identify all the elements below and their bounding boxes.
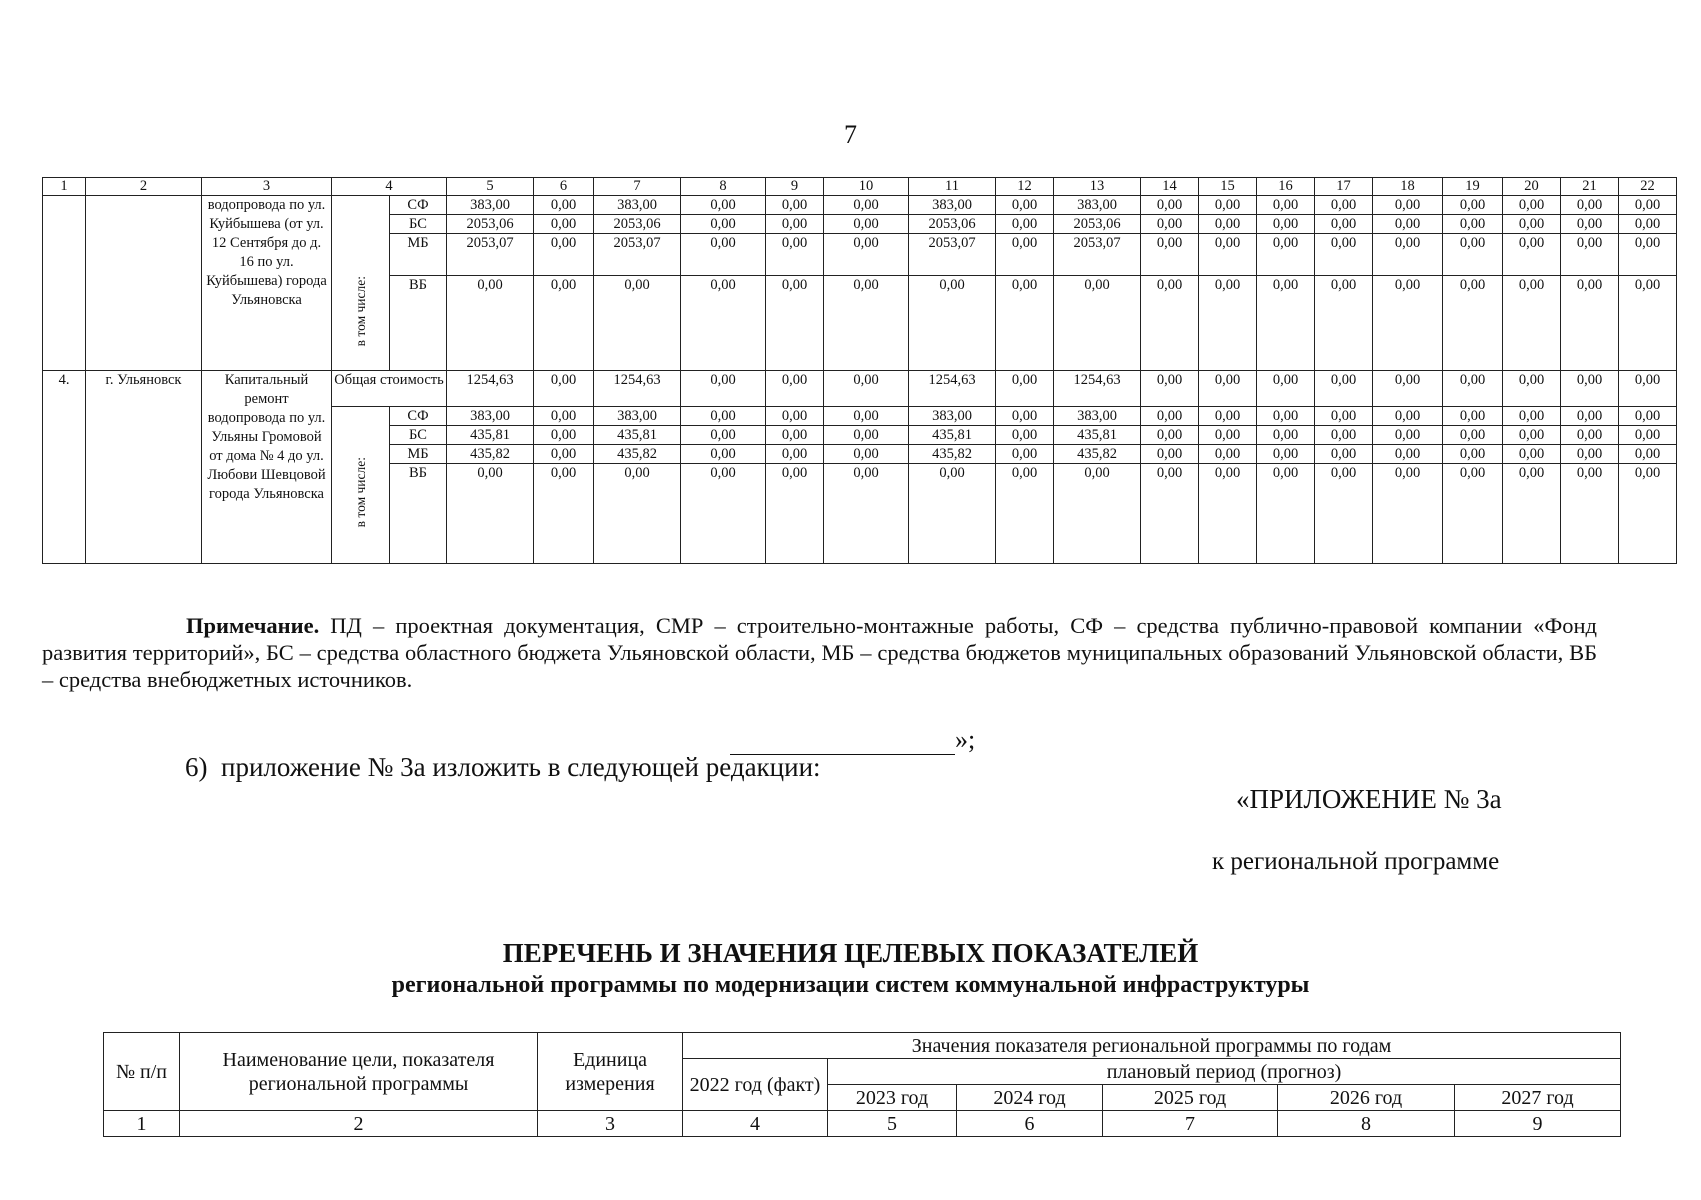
value-cell: 0,00 (766, 215, 824, 234)
value-cell: 0,00 (1619, 407, 1677, 426)
value-cell: 383,00 (594, 407, 681, 426)
value-cell: 0,00 (1199, 215, 1257, 234)
value-cell: 2053,06 (909, 215, 996, 234)
heading-sub: региональной программы по модернизации систем коммунальной инфраструктуры (391, 972, 1310, 998)
heading-main: ПЕРЕЧЕНЬ И ЗНАЧЕНИЯ ЦЕЛЕВЫХ ПОКАЗАТЕЛЕЙ (502, 938, 1199, 968)
value-cell: 0,00 (1619, 234, 1677, 276)
value-cell: 0,00 (594, 276, 681, 371)
closing-mark: »; (955, 725, 976, 754)
source-cell: СФ (390, 196, 447, 215)
value-cell: 0,00 (1373, 196, 1443, 215)
value-cell: 0,00 (824, 196, 909, 215)
value-cell: 2053,07 (447, 234, 534, 276)
value-cell: 0,00 (1257, 426, 1315, 445)
object-name-cell: водопровода по ул. Куйбышева (от ул. 12 Сентября до д. 16 по ул. Куйбышева) города Ульяновска (202, 196, 332, 371)
value-cell: 0,00 (534, 426, 594, 445)
value-cell: 0,00 (824, 371, 909, 407)
value-cell: 2053,06 (447, 215, 534, 234)
value-cell: 1254,63 (447, 371, 534, 407)
budget-header-cell: 7 (594, 178, 681, 196)
value-cell: 0,00 (1503, 371, 1561, 407)
value-cell: 0,00 (534, 196, 594, 215)
value-cell: 435,81 (594, 426, 681, 445)
value-cell: 435,81 (909, 426, 996, 445)
budget-header-cell: 22 (1619, 178, 1677, 196)
appendix-title: «ПРИЛОЖЕНИЕ № 3а (1236, 784, 1502, 814)
value-cell: 0,00 (1257, 215, 1315, 234)
value-cell: 0,00 (1619, 464, 1677, 564)
value-cell: 0,00 (766, 407, 824, 426)
municipality-cell: г. Ульяновск (86, 371, 202, 564)
value-cell: 435,81 (447, 426, 534, 445)
value-cell: 0,00 (1561, 407, 1619, 426)
value-cell: 435,82 (909, 445, 996, 464)
value-cell: 0,00 (1561, 276, 1619, 371)
column-number: 1 (104, 1111, 180, 1137)
value-cell: 0,00 (1561, 445, 1619, 464)
value-cell: 0,00 (1503, 276, 1561, 371)
value-cell: 0,00 (824, 234, 909, 276)
value-cell: 0,00 (1315, 426, 1373, 445)
value-cell: 0,00 (681, 196, 766, 215)
value-cell: 0,00 (766, 234, 824, 276)
value-cell: 0,00 (1443, 215, 1503, 234)
value-cell: 435,82 (594, 445, 681, 464)
value-cell: 0,00 (1257, 445, 1315, 464)
in-total-cell (332, 196, 390, 371)
page-number: 7 (844, 120, 857, 149)
budget-header-cell: 21 (1561, 178, 1619, 196)
value-cell: 0,00 (1141, 445, 1199, 464)
budget-header-cell: 12 (996, 178, 1054, 196)
value-cell: 0,00 (1257, 276, 1315, 371)
column-number: 6 (957, 1111, 1103, 1137)
value-cell: 0,00 (1315, 407, 1373, 426)
in-total-cell (332, 407, 390, 564)
budget-table (42, 177, 1677, 564)
value-cell: 0,00 (1443, 371, 1503, 407)
value-cell: 0,00 (1141, 196, 1199, 215)
value-cell: 0,00 (1199, 407, 1257, 426)
column-number: 8 (1278, 1111, 1455, 1137)
value-cell: 0,00 (1199, 426, 1257, 445)
value-cell: 0,00 (824, 426, 909, 445)
header-year: 2025 год (1103, 1085, 1278, 1111)
budget-header-cell: 4 (332, 178, 447, 196)
source-cell: МБ (390, 234, 447, 276)
value-cell: 0,00 (1373, 215, 1443, 234)
value-cell: 0,00 (824, 464, 909, 564)
value-cell: 0,00 (766, 426, 824, 445)
budget-header-row (43, 178, 1677, 196)
header-fact-year: 2022 год (факт) (683, 1059, 828, 1111)
budget-header-cell: 8 (681, 178, 766, 196)
value-cell: 0,00 (1443, 276, 1503, 371)
numbering-row (104, 1111, 1621, 1137)
column-number: 9 (1455, 1111, 1621, 1137)
header-values: Значения показателя региональной программы по годам (683, 1033, 1621, 1059)
value-cell: 0,00 (766, 276, 824, 371)
value-cell: 0,00 (1503, 464, 1561, 564)
value-cell: 0,00 (1199, 234, 1257, 276)
column-number: 5 (828, 1111, 957, 1137)
value-cell: 0,00 (996, 196, 1054, 215)
value-cell: 0,00 (1619, 215, 1677, 234)
budget-header-cell: 16 (1257, 178, 1315, 196)
value-cell: 2053,07 (594, 234, 681, 276)
value-cell: 0,00 (1373, 371, 1443, 407)
value-cell: 0,00 (1054, 464, 1141, 564)
value-cell: 435,82 (447, 445, 534, 464)
value-cell: 0,00 (1619, 445, 1677, 464)
value-cell: 2053,06 (594, 215, 681, 234)
value-cell: 0,00 (1315, 276, 1373, 371)
value-cell: 2053,06 (1054, 215, 1141, 234)
value-cell: 0,00 (447, 464, 534, 564)
note-paragraph (42, 612, 1597, 693)
value-cell: 0,00 (1141, 215, 1199, 234)
value-cell: 0,00 (1199, 464, 1257, 564)
column-number: 3 (538, 1111, 683, 1137)
value-cell: 0,00 (1199, 371, 1257, 407)
budget-header-cell: 5 (447, 178, 534, 196)
table-row (43, 196, 1677, 215)
header-unit: Единица измерения (538, 1033, 683, 1111)
budget-header-cell: 15 (1199, 178, 1257, 196)
value-cell: 0,00 (534, 445, 594, 464)
value-cell: 0,00 (1315, 445, 1373, 464)
value-cell: 0,00 (824, 276, 909, 371)
value-cell: 0,00 (1199, 445, 1257, 464)
budget-header-cell: 3 (202, 178, 332, 196)
value-cell: 0,00 (534, 234, 594, 276)
value-cell: 0,00 (1054, 276, 1141, 371)
row-number-cell: 4. (43, 371, 86, 564)
table-row (43, 371, 1677, 407)
budget-header-cell: 9 (766, 178, 824, 196)
value-cell: 0,00 (1373, 407, 1443, 426)
value-cell: 383,00 (1054, 196, 1141, 215)
value-cell: 0,00 (1257, 196, 1315, 215)
source-cell: БС (390, 426, 447, 445)
value-cell: 0,00 (824, 445, 909, 464)
value-cell: 0,00 (1443, 196, 1503, 215)
value-cell: 435,81 (1054, 426, 1141, 445)
budget-header-cell: 1 (43, 178, 86, 196)
value-cell: 383,00 (1054, 407, 1141, 426)
value-cell: 0,00 (1315, 215, 1373, 234)
value-cell: 0,00 (1561, 234, 1619, 276)
value-cell: 0,00 (1503, 426, 1561, 445)
column-number: 2 (180, 1111, 538, 1137)
budget-header-cell: 10 (824, 178, 909, 196)
value-cell: 0,00 (1561, 426, 1619, 445)
value-cell: 0,00 (1199, 276, 1257, 371)
value-cell: 0,00 (1443, 464, 1503, 564)
value-cell: 0,00 (534, 215, 594, 234)
value-cell: 0,00 (1257, 407, 1315, 426)
value-cell: 383,00 (447, 407, 534, 426)
value-cell: 0,00 (1373, 426, 1443, 445)
budget-header-cell: 11 (909, 178, 996, 196)
value-cell: 0,00 (996, 407, 1054, 426)
value-cell: 0,00 (1443, 445, 1503, 464)
value-cell: 383,00 (447, 196, 534, 215)
budget-header-cell: 18 (1373, 178, 1443, 196)
budget-header-cell: 17 (1315, 178, 1373, 196)
appendix-subtitle: к региональной программе (1212, 848, 1500, 875)
value-cell: 383,00 (594, 196, 681, 215)
value-cell: 0,00 (1443, 407, 1503, 426)
source-cell: БС (390, 215, 447, 234)
source-cell: ВБ (390, 464, 447, 564)
value-cell: 0,00 (1561, 371, 1619, 407)
value-cell: 0,00 (1315, 464, 1373, 564)
value-cell: 0,00 (1373, 464, 1443, 564)
value-cell: 0,00 (534, 407, 594, 426)
budget-header-cell: 6 (534, 178, 594, 196)
value-cell: 0,00 (1141, 234, 1199, 276)
budget-header-cell: 2 (86, 178, 202, 196)
value-cell: 0,00 (996, 445, 1054, 464)
value-cell: 2053,07 (909, 234, 996, 276)
header-year: 2023 год (828, 1085, 957, 1111)
value-cell: 0,00 (1141, 426, 1199, 445)
value-cell: 0,00 (1373, 234, 1443, 276)
value-cell: 0,00 (1315, 196, 1373, 215)
value-cell: 0,00 (681, 371, 766, 407)
value-cell: 0,00 (1315, 371, 1373, 407)
value-cell: 0,00 (909, 464, 996, 564)
value-cell: 0,00 (1561, 215, 1619, 234)
value-cell: 0,00 (996, 464, 1054, 564)
header-year: 2027 год (1455, 1085, 1621, 1111)
value-cell: 0,00 (1503, 234, 1561, 276)
closing-line (730, 725, 975, 755)
value-cell: 0,00 (1561, 196, 1619, 215)
value-cell: 0,00 (594, 464, 681, 564)
budget-header-cell: 13 (1054, 178, 1141, 196)
value-cell: 0,00 (909, 276, 996, 371)
value-cell: 0,00 (1373, 445, 1443, 464)
value-cell: 0,00 (681, 445, 766, 464)
header-plan-period: плановый период (прогноз) (828, 1059, 1621, 1085)
header-name: Наименование цели, показателя региональной программы (180, 1033, 538, 1111)
column-number: 7 (1103, 1111, 1278, 1137)
value-cell: 1254,63 (909, 371, 996, 407)
value-cell: 0,00 (824, 407, 909, 426)
value-cell: 0,00 (1373, 276, 1443, 371)
total-cost-label: Общая стоимость (332, 371, 447, 407)
value-cell: 0,00 (996, 234, 1054, 276)
value-cell: 0,00 (1619, 426, 1677, 445)
value-cell: 0,00 (534, 371, 594, 407)
value-cell: 0,00 (1503, 215, 1561, 234)
value-cell: 0,00 (681, 407, 766, 426)
note-text: ПД – проектная документация, СМР – строительно-монтажные работы, СФ – средства публично-правовой компании «Фонд развития территорий», БС – средства областного бюджета Ульяновской области, МБ – средства бюджетов муниципальных образований Ульяновской области, ВБ – средства внебюджетных источников. (42, 613, 1597, 692)
value-cell: 0,00 (1503, 407, 1561, 426)
value-cell: 2053,07 (1054, 234, 1141, 276)
budget-header-cell: 14 (1141, 178, 1199, 196)
value-cell: 0,00 (1199, 196, 1257, 215)
value-cell: 383,00 (909, 407, 996, 426)
budget-header-cell: 20 (1503, 178, 1561, 196)
value-cell: 0,00 (1141, 276, 1199, 371)
header-year: 2024 год (957, 1085, 1103, 1111)
value-cell: 0,00 (1443, 426, 1503, 445)
value-cell: 0,00 (1141, 407, 1199, 426)
object-name-cell: Капитальный ремонт водопровода по ул. Ульяны Громовой от дома № 4 до ул. Любови Шевцовой города Ульяновска (202, 371, 332, 564)
budget-header-cell: 19 (1443, 178, 1503, 196)
value-cell: 0,00 (681, 464, 766, 564)
value-cell: 0,00 (534, 276, 594, 371)
column-number: 4 (683, 1111, 828, 1137)
value-cell: 0,00 (1257, 464, 1315, 564)
value-cell: 0,00 (1619, 196, 1677, 215)
value-cell: 0,00 (1257, 234, 1315, 276)
in-total-label: в том числе: (353, 457, 368, 528)
value-cell: 0,00 (681, 234, 766, 276)
value-cell: 0,00 (996, 371, 1054, 407)
header-num: № п/п (104, 1033, 180, 1111)
source-cell: МБ (390, 445, 447, 464)
note-label: Примечание. (186, 613, 320, 638)
targets-table (103, 1032, 1621, 1137)
value-cell: 0,00 (681, 215, 766, 234)
value-cell: 0,00 (766, 371, 824, 407)
value-cell: 0,00 (1315, 234, 1373, 276)
value-cell: 1254,63 (594, 371, 681, 407)
value-cell: 0,00 (681, 426, 766, 445)
value-cell: 383,00 (909, 196, 996, 215)
header-year: 2026 год (1278, 1085, 1455, 1111)
value-cell: 0,00 (1503, 196, 1561, 215)
value-cell: 0,00 (1257, 371, 1315, 407)
value-cell: 0,00 (1141, 371, 1199, 407)
value-cell: 0,00 (681, 276, 766, 371)
value-cell: 0,00 (1141, 464, 1199, 564)
value-cell: 0,00 (824, 215, 909, 234)
value-cell: 0,00 (1619, 371, 1677, 407)
value-cell: 0,00 (766, 445, 824, 464)
value-cell: 0,00 (766, 464, 824, 564)
value-cell: 0,00 (1561, 464, 1619, 564)
value-cell: 1254,63 (1054, 371, 1141, 407)
value-cell: 0,00 (447, 276, 534, 371)
value-cell: 0,00 (534, 464, 594, 564)
row-number-cell (43, 196, 86, 371)
value-cell: 0,00 (996, 276, 1054, 371)
value-cell: 0,00 (996, 426, 1054, 445)
source-cell: СФ (390, 407, 447, 426)
value-cell: 0,00 (1619, 276, 1677, 371)
value-cell: 0,00 (766, 196, 824, 215)
in-total-label: в том числе: (353, 276, 368, 347)
value-cell: 435,82 (1054, 445, 1141, 464)
value-cell: 0,00 (1443, 234, 1503, 276)
source-cell: ВБ (390, 276, 447, 371)
value-cell: 0,00 (1503, 445, 1561, 464)
item-6: 6) приложение № 3а изложить в следующей редакции: (185, 752, 821, 782)
value-cell: 0,00 (996, 215, 1054, 234)
municipality-cell (86, 196, 202, 371)
